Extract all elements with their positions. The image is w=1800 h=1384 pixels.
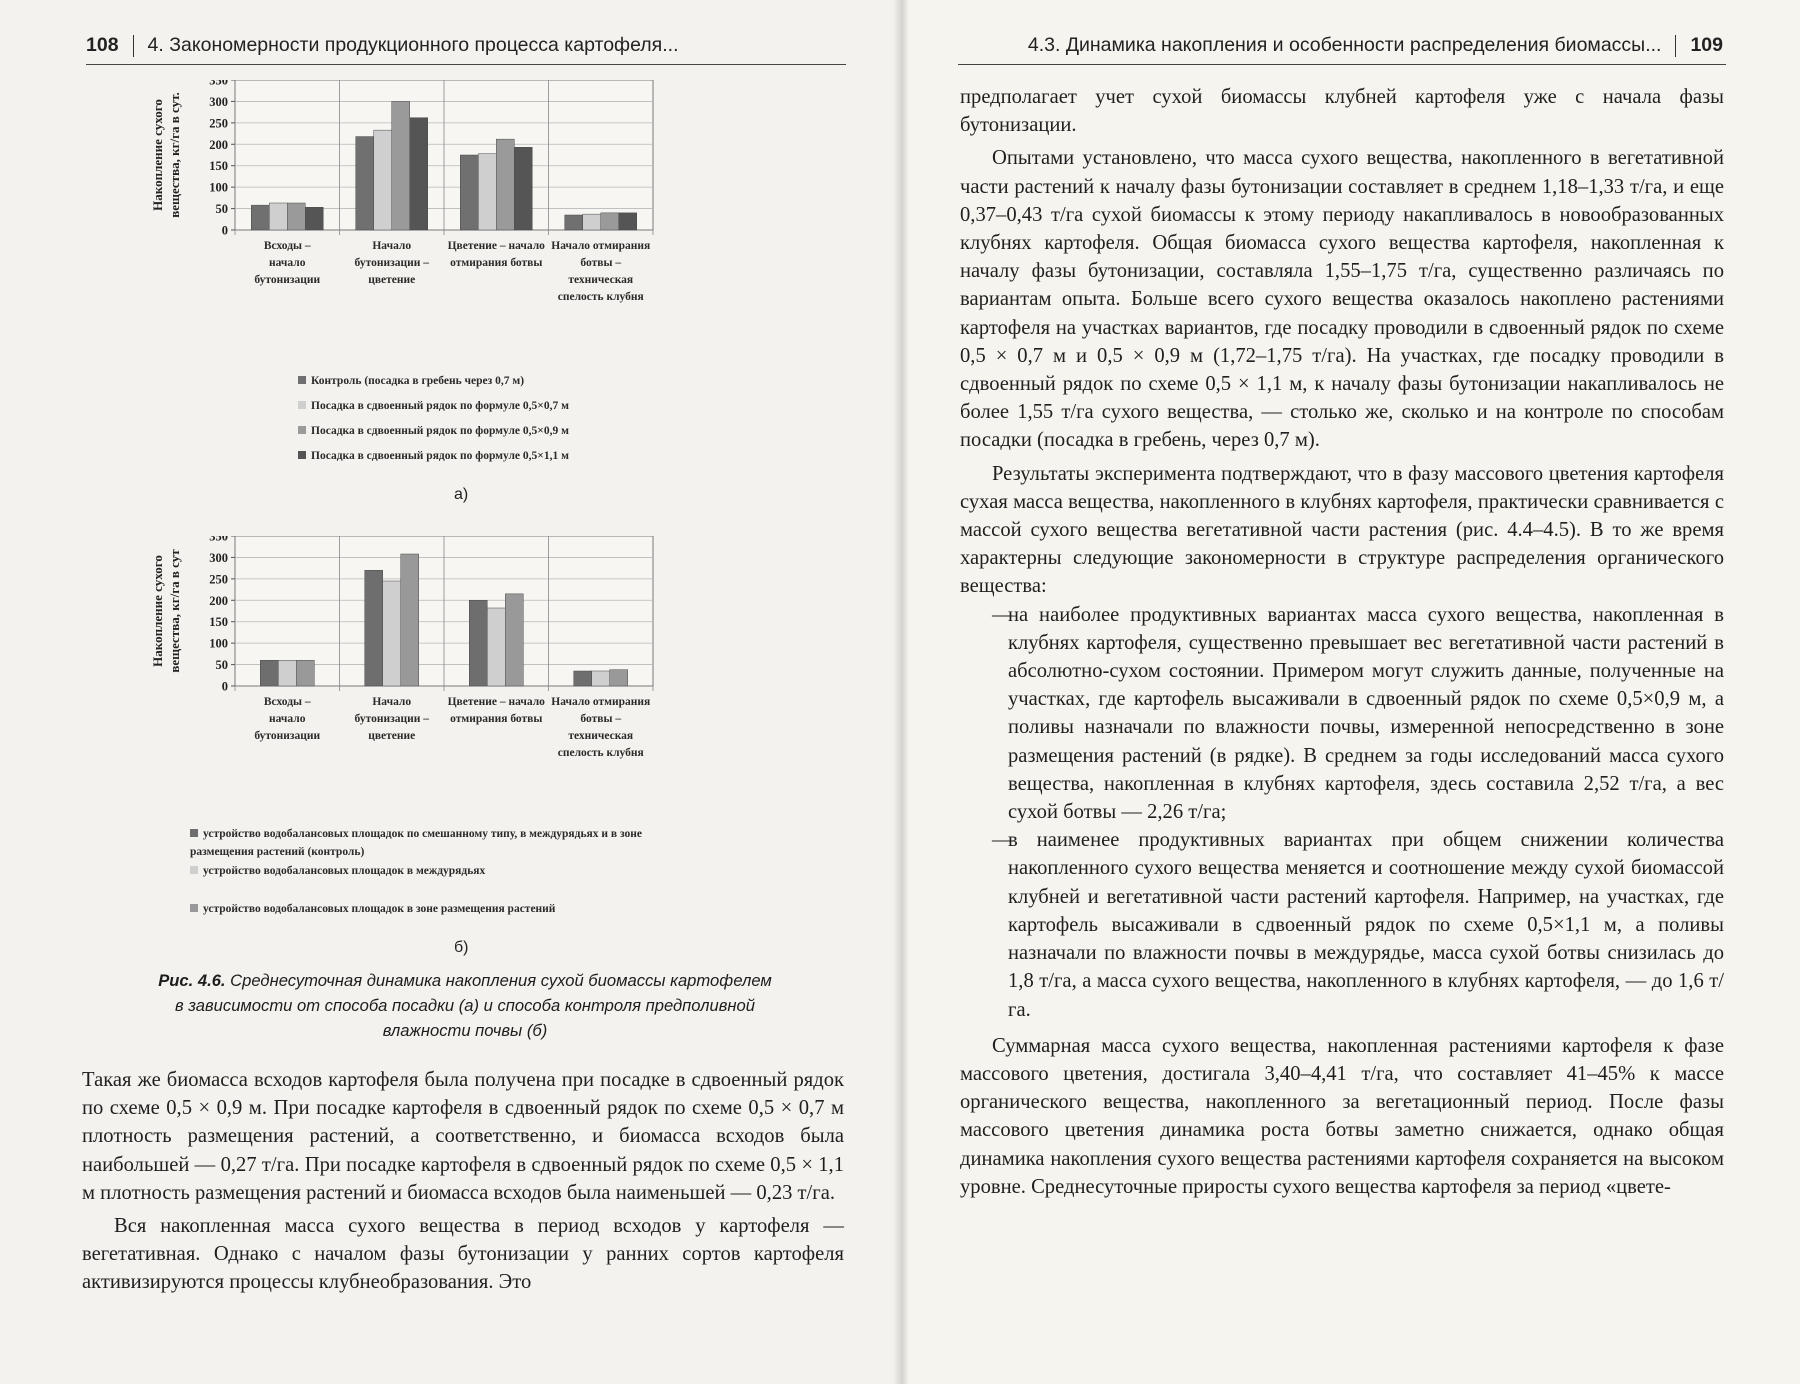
bar xyxy=(356,137,374,230)
x-category-label: Начало отмирания xyxy=(551,696,651,708)
legend-label: устройство водобалансовых площадок по смешанному типу, в междурядьях и в зоне xyxy=(203,828,643,840)
x-category-label: бутонизации – xyxy=(354,713,429,725)
dash-marker: — xyxy=(992,603,1013,626)
legend-label: устройство водобалансовых площадок в междурядьях xyxy=(203,865,486,877)
caption-line-1: Среднесуточная динамика накопления сухой биомассы картофелем xyxy=(225,971,772,990)
x-category-label: бутонизации – xyxy=(354,257,429,269)
paragraph: Такая же биомасса всходов картофеля была получена при посадке в сдвоенный рядок по схеме 0,5 × 0,9 м. При посадке картофеля в сдвоенный рядок по схеме 0,5 × 0,7 м плотность размещения растений, а соответственно, и биомасса всходов была наибольшей — 0,27 т/га. При посадке картофеля в сдвоенный рядок по схеме 0,5 × 1,1 м плотность размещения растений и биомасса всходов была наименьшей — 0,23 т/га. xyxy=(82,1069,844,1204)
bar xyxy=(251,205,269,230)
y-tick-label: 350 xyxy=(209,80,228,88)
list-item xyxy=(960,601,1724,827)
bar xyxy=(374,130,392,230)
book-spine-shadow xyxy=(893,0,909,1384)
bar xyxy=(574,671,592,686)
right-head-rule xyxy=(958,64,1726,65)
left-page-number: 108 xyxy=(86,34,119,56)
chart-a xyxy=(150,80,790,365)
legend-label: Посадка в сдвоенный рядок по формуле 0,5×1,1 м xyxy=(311,450,569,462)
legend-label: Посадка в сдвоенный рядок по формуле 0,5×0,7 м xyxy=(311,400,569,412)
bar xyxy=(278,660,296,686)
x-category-label: Начало xyxy=(372,240,412,252)
legend-label: Посадка в сдвоенный рядок по формуле 0,5×0,9 м xyxy=(311,425,569,437)
x-category-label: Всходы – xyxy=(263,240,311,252)
y-tick-label: 100 xyxy=(209,180,228,195)
bar xyxy=(365,570,383,686)
right-running-head xyxy=(1028,34,1723,57)
y-axis-title: Накопление сухого xyxy=(150,555,165,667)
bar xyxy=(305,207,323,230)
y-tick-label: 0 xyxy=(221,679,228,694)
y-tick-label: 350 xyxy=(209,536,228,544)
y-tick-label: 0 xyxy=(221,223,228,238)
chart-a-legend-item xyxy=(298,375,524,387)
x-category-label: Начало xyxy=(372,696,412,708)
chart-a-legend-item xyxy=(298,400,569,412)
left-running-head xyxy=(86,34,679,57)
bar xyxy=(505,594,523,686)
bar xyxy=(410,118,428,230)
x-category-label: Цветение – начало xyxy=(447,696,545,708)
list-item-text: на наиболее продуктивных вариантах масса сухого вещества, накопленная в клубнях картофеля, существенно превышает вес вегетативной части растений в абсолютно-сухом состоянии. Примером могут служить данные, полученные на участках, где картофель высаживали в сдвоенный рядок по схеме 0,5×0,9 м, а поливы назначали по влажности почвы, измеренной непосредственно в зоне размещения растений (в рядке). В среднем за годы исследований масса сухого вещества, накопленная в клубнях картофеля, здесь составила 2,52 т/га, а вес сухой ботвы — 2,26 т/га; xyxy=(1008,603,1724,824)
legend-swatch xyxy=(298,401,306,409)
bar xyxy=(610,670,628,686)
x-category-label: спелость клубня xyxy=(557,747,644,759)
legend-swatch xyxy=(298,426,306,434)
legend-swatch xyxy=(190,829,198,837)
head-separator xyxy=(1675,35,1676,57)
bar xyxy=(478,154,496,230)
caption-line-2: в зависимости от способа посадки (а) и способа контроля предполивной xyxy=(174,996,755,1015)
left-head-rule xyxy=(86,64,846,65)
x-category-label: цветение xyxy=(368,274,416,286)
bar xyxy=(401,554,419,686)
bar xyxy=(460,155,478,230)
chart-a-legend-item xyxy=(298,425,569,437)
x-category-label: бутонизации xyxy=(254,274,321,286)
y-tick-label: 150 xyxy=(209,615,228,630)
chart-b-legend-item-cont xyxy=(190,846,364,858)
bar xyxy=(469,600,487,686)
x-category-label: техническая xyxy=(568,730,634,742)
list-item-text: в наименее продуктивных вариантах при общем снижении количества накопленного сухого вещества меняется и соотношение между сухой биомассой клубней и вегетативной части растений картофеля. Например, на участках, где картофель высаживали в сдвоенный рядок по схеме 0,5×1,1 м, а поливы назначали по влажности почвы в междурядье, масса сухой ботвы снизилась до 1,8 т/га, а масса сухого вещества, накопленного в клубнях картофеля, — до 1,6 т/га. xyxy=(1008,829,1724,1021)
bar xyxy=(260,660,278,686)
bar xyxy=(592,671,610,686)
caption-label: Рис. 4.6. xyxy=(158,971,226,990)
y-axis-title: вещества, кг/га в сут. xyxy=(167,92,182,218)
legend-swatch xyxy=(298,376,306,384)
chart-b-legend-item xyxy=(190,828,642,840)
x-category-label: цветение xyxy=(368,730,416,742)
legend-swatch xyxy=(190,904,198,912)
y-axis-title: вещества, кг/га в сут xyxy=(167,549,182,673)
bar xyxy=(487,608,505,686)
y-tick-label: 300 xyxy=(209,550,228,565)
list-item xyxy=(960,826,1724,1023)
bar xyxy=(601,213,619,230)
right-page xyxy=(900,0,1800,1384)
x-category-label: Начало отмирания xyxy=(551,240,651,252)
chart-b-legend-item xyxy=(190,865,485,877)
bar xyxy=(565,215,583,230)
left-running-title: 4. Закономерности продукционного процесса картофеля... xyxy=(147,34,679,56)
legend-label: Контроль (посадка в гребень через 0,7 м) xyxy=(311,375,525,387)
x-category-label: ботвы – xyxy=(580,257,622,269)
bar xyxy=(383,581,401,686)
y-tick-label: 100 xyxy=(209,636,228,651)
x-category-label: Всходы – xyxy=(263,696,311,708)
y-tick-label: 200 xyxy=(209,137,228,152)
legend-label: размещения растений (контроль) xyxy=(190,846,365,858)
bar xyxy=(583,214,601,230)
legend-swatch xyxy=(298,451,306,459)
bar xyxy=(514,147,532,230)
bar xyxy=(287,203,305,230)
y-axis-title: Накопление сухого xyxy=(150,99,165,211)
bar xyxy=(269,203,287,230)
bar xyxy=(392,101,410,230)
paragraph: Результаты эксперимента подтверждают, что в фазу массового цветения картофеля сухая масса вещества, накопленного в клубнях картофеля, практически сравнивается с массой сухого вещества вегетативной части растения (рис. 4.4–4.5). В то же время характерны следующие закономерности в структуре распределения органического вещества: xyxy=(960,462,1724,598)
right-running-title: 4.3. Динамика накопления и особенности распределения биомассы... xyxy=(1027,34,1662,56)
x-category-label: отмирания ботвы xyxy=(450,257,543,269)
x-category-label: Цветение – начало xyxy=(447,240,545,252)
paragraph: предполагает учет сухой биомассы клубней картофеля уже с начала фазы бутонизации. xyxy=(960,86,1724,137)
y-tick-label: 200 xyxy=(209,593,228,608)
y-tick-label: 50 xyxy=(215,202,228,217)
legend-swatch xyxy=(190,866,198,874)
paragraph: Вся накопленная масса сухого вещества в период всходов у картофеля — вегетативная. Однако с началом фазы бутонизации у ранних сортов картофеля активизируются процессы клубнеобразования. Это xyxy=(82,1215,844,1294)
bar xyxy=(296,660,314,686)
y-tick-label: 50 xyxy=(215,658,228,673)
chart-a-svg xyxy=(150,80,790,360)
bar xyxy=(496,139,514,230)
chart-a-sublabel: а) xyxy=(454,486,469,503)
x-category-label: спелость клубня xyxy=(557,291,644,303)
right-page-number: 109 xyxy=(1690,34,1723,56)
chart-b-svg xyxy=(150,536,790,816)
legend-label: устройство водобалансовых площадок в зоне размещения растений xyxy=(203,903,556,915)
chart-b-sublabel: б) xyxy=(454,939,469,956)
paragraph: Опытами установлено, что масса сухого вещества, накопленного в вегетативной части растений к началу фазы бутонизации составляет в среднем 1,18–1,33 т/га, и еще 0,37–0,43 т/га сухой биомассы к этому периоду накапливалось в новообразованных клубнях картофеля. Общая биомасса сухого вещества картофеля, накопленная к началу фазы бутонизации, составляла 1,55–1,75 т/га, существенно различаясь по вариантам опыта. Больше всего сухого вещества оказалось накоплено растениями картофеля на участках вариантов, где посадку проводили в сдвоенный рядок по схеме 0,5 × 0,7 м и 0,5 × 0,9 м (1,72–1,75 т/га). На участках, где посадку проводили в сдвоенный рядок по схеме 0,5 × 1,1 м, к началу фазы бутонизации накапливалось не более 1,55 т/га сухого вещества, — столько же, сколько и на контроле по способам посадки (посадка в гребень, через 0,7 м). xyxy=(960,147,1724,452)
chart-a-legend-item xyxy=(298,450,569,462)
x-category-label: начало xyxy=(269,713,306,725)
x-category-label: начало xyxy=(269,257,306,269)
paragraph: Суммарная масса сухого вещества, накопленная растениями картофеля к фазе массового цветения, достигала 3,40–4,41 т/га, что составляет 41–45% к массе органического вещества, накопленного за вегетационный период. После фазы массового цветения динамика роста ботвы заметно снижается, однако общая динамика накопления сухого вещества растениями картофеля сохраняется на высоком уровне. Среднесуточные приросты сухого вещества картофеля за период «цвете- xyxy=(960,1034,1724,1198)
left-body-text xyxy=(82,1066,844,1297)
chart-b-legend-item xyxy=(190,903,555,915)
x-category-label: отмирания ботвы xyxy=(450,713,543,725)
x-category-label: техническая xyxy=(568,274,634,286)
head-separator xyxy=(133,35,134,57)
y-tick-label: 250 xyxy=(209,116,228,131)
chart-b xyxy=(150,536,790,821)
bar xyxy=(619,213,637,230)
x-category-label: бутонизации xyxy=(254,730,321,742)
figure-caption xyxy=(100,968,830,1043)
caption-line-3: влажности почвы (б) xyxy=(382,1021,548,1040)
right-body-text xyxy=(960,83,1724,1201)
y-tick-label: 150 xyxy=(209,159,228,174)
y-tick-label: 300 xyxy=(209,94,228,109)
y-tick-label: 250 xyxy=(209,572,228,587)
dash-marker: — xyxy=(992,829,1013,852)
x-category-label: ботвы – xyxy=(580,713,622,725)
